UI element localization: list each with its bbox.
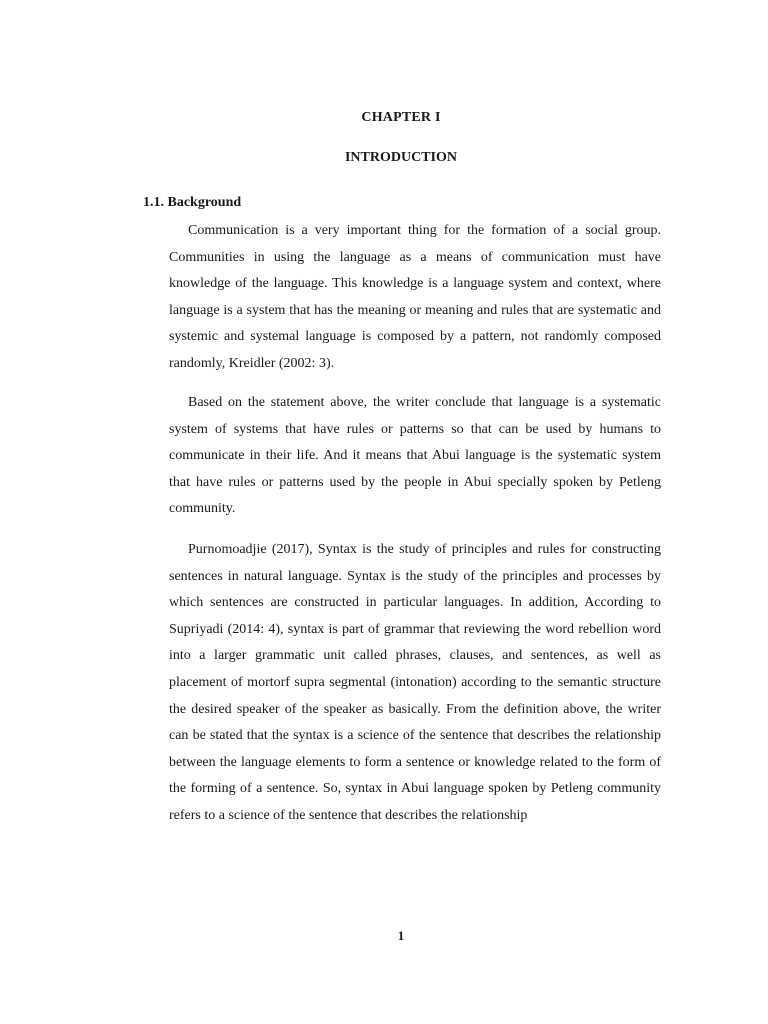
chapter-label: CHAPTER I bbox=[361, 110, 441, 125]
paragraph-3: Purnomoadjie (2017), Syntax is the study of principles and rules for constructing sentences in natural language. Syntax is the study of the principles and processes by which sentences are constructed in particular languages. In addition, According to Supriyadi (2014: 4), syntax is part of grammar that reviewing the word rebellion word into a larger grammatic unit called phrases, clauses, and sentences, as well as placement of mortorf supra segmental (intonation) according to the semantic structure the desired speaker of the speaker as basically. From the definition above, the writer can be stated that the syntax is a science of the sentence that describes the relationship between the language elements to form a sentence or knowledge related to the form of the forming of a sentence. So, syntax in Abui language spoken by Petleng community refers to a science of the sentence that describes the relationship bbox=[169, 542, 661, 823]
section-heading: 1.1. Background bbox=[143, 195, 242, 210]
paragraph-1: Communication is a very important thing for the formation of a social group. Communities in using the language as a means of communication must have knowledge of the language. This knowledge is a language system and context, where language is a system that has the meaning or meaning and rules that are systematic and systemic and systemal language is composed by a pattern, not randomly composed randomly, Kreidler (2002: 3). bbox=[169, 223, 661, 371]
paragraph-2: Based on the statement above, the writer conclude that language is a systematic system of systems that have rules or patterns so that can be used by humans to communicate in their life. And it means that Abui language is the systematic system that have rules or patterns used by the people in Abui specially spoken by Petleng community. bbox=[169, 395, 661, 517]
chapter-title: INTRODUCTION bbox=[344, 150, 457, 165]
page-number: 1 bbox=[397, 928, 405, 943]
